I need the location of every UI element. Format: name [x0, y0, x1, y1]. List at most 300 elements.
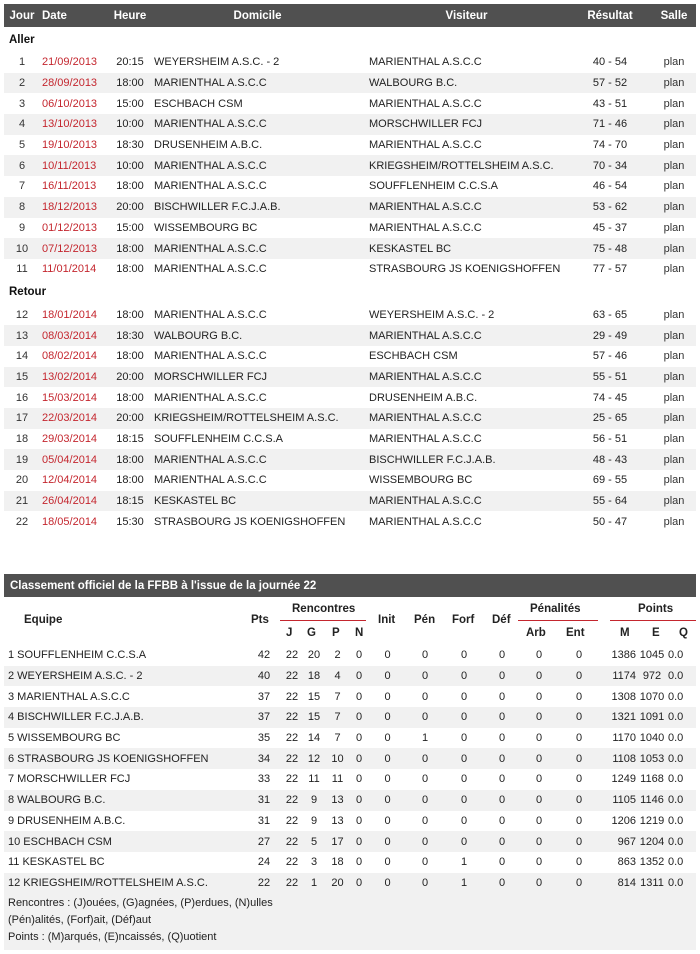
- schedule-header-row: [4, 4, 696, 27]
- ranking-pts: 35: [257, 732, 271, 745]
- match-domicile: BISCHWILLER F.C.J.A.B.: [154, 201, 281, 214]
- ranking-row: [4, 748, 696, 769]
- match-jour: 10: [15, 242, 29, 255]
- match-salle-link[interactable]: plan: [663, 77, 685, 90]
- ranking-def: 0: [498, 690, 506, 703]
- header-arb: Arb: [526, 627, 546, 639]
- ranking-arb: 0: [535, 670, 543, 683]
- match-salle-link[interactable]: plan: [663, 56, 685, 69]
- ranking-def: 0: [498, 794, 506, 807]
- match-visiteur: WISSEMBOURG BC: [369, 474, 473, 487]
- match-heure: 18:15: [116, 495, 144, 508]
- match-row: [4, 218, 696, 239]
- ranking-init: 0: [384, 876, 391, 889]
- ranking-def: 0: [498, 752, 506, 765]
- match-salle-link[interactable]: plan: [663, 370, 685, 383]
- match-row: [4, 387, 696, 408]
- ranking-pen: 0: [421, 856, 429, 869]
- match-row: [4, 155, 696, 176]
- ranking-j: 22: [285, 835, 299, 848]
- match-jour: 21: [15, 495, 29, 508]
- ranking-n: 0: [355, 752, 363, 765]
- ranking-row: [4, 769, 696, 790]
- match-domicile: SOUFFLENHEIM C.C.S.A: [154, 433, 283, 446]
- ranking-m: 1249: [611, 773, 636, 786]
- ranking-j: 22: [285, 711, 299, 724]
- match-domicile: ESCHBACH CSM: [154, 97, 243, 110]
- match-visiteur: MARIENTHAL A.S.C.C: [369, 370, 482, 383]
- match-heure: 20:00: [116, 370, 144, 383]
- match-heure: 18:30: [116, 329, 144, 342]
- ranking-p: 13: [331, 814, 344, 827]
- match-heure: 15:00: [116, 97, 144, 110]
- ranking-ent: 0: [575, 814, 583, 827]
- ranking-pen: 0: [421, 814, 429, 827]
- match-heure: 10:00: [116, 118, 144, 131]
- ranking-m: 863: [617, 856, 636, 869]
- ranking-ent: 0: [575, 711, 583, 724]
- match-visiteur: KESKASTEL BC: [369, 242, 452, 255]
- ranking-ent: 0: [575, 835, 583, 848]
- match-domicile: MARIENTHAL A.S.C.C: [154, 308, 267, 321]
- match-salle-link[interactable]: plan: [663, 159, 685, 172]
- match-resultat: 55 - 51: [592, 370, 628, 383]
- ranking-team: 7 MORSCHWILLER FCJ: [8, 773, 131, 786]
- ranking-def: 0: [498, 670, 506, 683]
- ranking-n: 0: [355, 649, 363, 662]
- ranking-init: 0: [384, 649, 391, 662]
- legend-line: (Pén)alités, (Forf)ait, (Déf)aut: [8, 914, 152, 927]
- ranking-g: 15: [307, 711, 321, 724]
- match-resultat: 40 - 54: [592, 56, 628, 69]
- header-heure: Heure: [113, 9, 147, 22]
- ranking-ent: 0: [575, 649, 583, 662]
- match-resultat: 69 - 55: [592, 474, 628, 487]
- match-salle-link[interactable]: plan: [663, 474, 685, 487]
- ranking-forf: 0: [460, 814, 468, 827]
- match-resultat: 75 - 48: [592, 242, 628, 255]
- ranking-ent: 0: [575, 670, 583, 683]
- ranking-n: 0: [355, 876, 363, 889]
- match-visiteur: BISCHWILLER F.C.J.A.B.: [369, 453, 496, 466]
- match-domicile: DRUSENHEIM A.B.C.: [154, 139, 263, 152]
- match-visiteur: MARIENTHAL A.S.C.C: [369, 139, 482, 152]
- match-row: [4, 197, 696, 218]
- match-domicile: MARIENTHAL A.S.C.C: [154, 180, 267, 193]
- match-visiteur: SOUFFLENHEIM C.C.S.A: [369, 180, 498, 193]
- header-resultat: Résultat: [587, 9, 633, 22]
- match-visiteur: MARIENTHAL A.S.C.C: [369, 515, 482, 528]
- match-domicile: KRIEGSHEIM/ROTTELSHEIM A.S.C.: [154, 412, 339, 425]
- match-heure: 18:00: [116, 77, 144, 90]
- match-date: 05/04/2014: [42, 453, 98, 466]
- match-visiteur: DRUSENHEIM A.B.C.: [369, 391, 478, 404]
- ranking-team: 11 KESKASTEL BC: [8, 856, 105, 869]
- ranking-e: 1168: [640, 773, 664, 786]
- match-resultat: 50 - 47: [592, 515, 628, 528]
- match-heure: 18:00: [116, 350, 144, 363]
- match-date: 18/12/2013: [42, 201, 98, 214]
- ranking-arb: 0: [535, 649, 543, 662]
- ranking-e: 1053: [639, 752, 665, 765]
- ranking-ent: 0: [575, 856, 583, 869]
- header-equipe: Equipe: [24, 614, 63, 626]
- match-date: 16/11/2013: [42, 180, 97, 193]
- ranking-pts: 34: [257, 752, 271, 765]
- match-date: 29/03/2014: [42, 433, 98, 446]
- match-row: [4, 511, 696, 532]
- ranking-arb: 0: [535, 876, 543, 889]
- ranking-pen: 0: [421, 835, 429, 848]
- ranking-e: 1311: [640, 876, 664, 889]
- ranking-pts: 22: [257, 876, 271, 889]
- match-salle-link[interactable]: plan: [663, 97, 685, 110]
- match-date: 08/03/2014: [42, 329, 98, 342]
- match-jour: 15: [15, 370, 29, 383]
- match-jour: 19: [15, 453, 29, 466]
- match-visiteur: WEYERSHEIM A.S.C. - 2: [369, 308, 495, 321]
- match-date: 28/09/2013: [42, 77, 98, 90]
- ranking-pen: 0: [421, 876, 429, 889]
- ranking-pen: 0: [421, 711, 429, 724]
- match-jour: 9: [18, 221, 26, 234]
- ranking-e: 1146: [640, 794, 664, 807]
- match-salle-link[interactable]: plan: [663, 329, 685, 342]
- ranking-g: 20: [307, 649, 321, 662]
- header-e: E: [652, 627, 660, 639]
- match-salle-link[interactable]: plan: [663, 391, 685, 404]
- ranking-forf: 0: [460, 690, 468, 703]
- ranking-arb: 0: [535, 732, 543, 745]
- ranking-row: [4, 728, 696, 749]
- header-jour: Jour: [9, 9, 35, 22]
- ranking-init: 0: [384, 711, 391, 724]
- match-row: [4, 449, 696, 470]
- ranking-e: 1045: [639, 649, 665, 662]
- ranking-init: 0: [384, 732, 391, 745]
- ranking-team: 4 BISCHWILLER F.C.J.A.B.: [8, 711, 144, 724]
- match-heure: 18:00: [116, 180, 144, 193]
- header-j: J: [286, 627, 293, 639]
- ranking-team: 6 STRASBOURG JS KOENIGSHOFFEN: [8, 752, 209, 765]
- match-salle-link[interactable]: plan: [663, 263, 685, 276]
- ranking-pts: 40: [257, 670, 271, 683]
- ranking-def: 0: [498, 649, 506, 662]
- match-visiteur: MARIENTHAL A.S.C.C: [369, 201, 482, 214]
- match-heure: 15:30: [116, 515, 144, 528]
- match-visiteur: STRASBOURG JS KOENIGSHOFFEN: [369, 263, 561, 276]
- ranking-init: 0: [384, 794, 391, 807]
- match-salle-link[interactable]: plan: [663, 118, 685, 131]
- ranking-row: [4, 666, 696, 687]
- match-salle-link[interactable]: plan: [663, 495, 685, 508]
- match-domicile: MARIENTHAL A.S.C.C: [154, 77, 267, 90]
- ranking-ent: 0: [575, 752, 583, 765]
- ranking-g: 1: [310, 876, 318, 889]
- ranking-team: 12 KRIEGSHEIM/ROTTELSHEIM A.S.C.: [8, 876, 208, 889]
- match-salle-link[interactable]: plan: [663, 242, 685, 255]
- match-date: 21/09/2013: [42, 56, 98, 69]
- ranking-init: 0: [384, 690, 391, 703]
- ranking-ent: 0: [575, 690, 583, 703]
- ranking-pen: 0: [421, 649, 429, 662]
- ranking-pen: 0: [421, 690, 429, 703]
- ranking-m: 1321: [611, 711, 636, 724]
- match-heure: 18:00: [116, 453, 144, 466]
- match-date: 06/10/2013: [42, 97, 98, 110]
- match-salle-link[interactable]: plan: [663, 515, 685, 528]
- match-heure: 18:00: [116, 263, 144, 276]
- ranking-q: 0.0: [668, 670, 684, 683]
- header-p: P: [332, 627, 340, 639]
- match-jour: 18: [15, 433, 29, 446]
- match-date: 13/10/2013: [42, 118, 98, 131]
- match-date: 15/03/2014: [42, 391, 98, 404]
- match-salle-link[interactable]: plan: [663, 201, 685, 214]
- header-pts: Pts: [251, 614, 269, 626]
- match-domicile: MARIENTHAL A.S.C.C: [154, 350, 267, 363]
- match-resultat: 55 - 64: [592, 495, 628, 508]
- ranking-m: 1170: [612, 732, 636, 745]
- match-row: [4, 325, 696, 346]
- ranking-q: 0.0: [668, 835, 684, 848]
- ranking-forf: 0: [460, 773, 468, 786]
- match-jour: 8: [18, 201, 26, 214]
- match-resultat: 56 - 51: [592, 433, 628, 446]
- ranking-init: 0: [384, 752, 391, 765]
- ranking-row: [4, 707, 696, 728]
- match-resultat: 45 - 37: [592, 221, 628, 234]
- match-domicile: MORSCHWILLER FCJ: [154, 370, 268, 383]
- match-domicile: MARIENTHAL A.S.C.C: [154, 263, 267, 276]
- ranking-p: 10: [331, 752, 344, 765]
- ranking-forf: 1: [460, 856, 468, 869]
- ranking-p: 17: [331, 835, 344, 848]
- match-row: [4, 52, 696, 73]
- match-row: [4, 491, 696, 512]
- ranking-n: 0: [355, 732, 363, 745]
- ranking-n: 0: [355, 690, 363, 703]
- points-rule: [610, 620, 696, 621]
- match-jour: 11: [16, 263, 28, 276]
- ranking-q: 0.0: [668, 711, 684, 724]
- match-salle-link[interactable]: plan: [663, 139, 685, 152]
- match-heure: 18:00: [116, 474, 144, 487]
- header-domicile: Domicile: [233, 9, 282, 22]
- ranking-init: 0: [384, 835, 391, 848]
- match-domicile: WEYERSHEIM A.S.C. - 2: [154, 56, 280, 69]
- ranking-team: 1 SOUFFLENHEIM C.C.S.A: [8, 649, 147, 662]
- ranking-q: 0.0: [668, 690, 684, 703]
- ranking-pen: 0: [421, 752, 429, 765]
- ranking-team: 10 ESCHBACH CSM: [8, 835, 112, 848]
- match-resultat: 77 - 57: [592, 263, 628, 276]
- ranking-legend: [4, 893, 696, 950]
- match-jour: 7: [18, 180, 26, 193]
- section-title-retour: Retour: [9, 286, 47, 299]
- ranking-def: 0: [498, 773, 506, 786]
- ranking-def: 0: [498, 856, 506, 869]
- header-def: Déf: [492, 614, 511, 626]
- match-row: [4, 346, 696, 367]
- match-jour: 22: [15, 515, 29, 528]
- ranking-arb: 0: [535, 773, 543, 786]
- ranking-row: [4, 852, 696, 873]
- ranking-q: 0.0: [668, 732, 684, 745]
- match-jour: 16: [15, 391, 29, 404]
- match-salle-link[interactable]: plan: [663, 350, 685, 363]
- match-resultat: 57 - 46: [592, 350, 628, 363]
- match-resultat: 71 - 46: [592, 118, 628, 131]
- ranking-forf: 0: [460, 670, 468, 683]
- match-date: 22/03/2014: [42, 412, 98, 425]
- ranking-e: 1070: [639, 690, 665, 703]
- ranking-arb: 0: [535, 835, 543, 848]
- ranking-j: 22: [285, 773, 299, 786]
- ranking-arb: 0: [535, 856, 543, 869]
- ranking-pts: 37: [257, 690, 271, 703]
- match-visiteur: MARIENTHAL A.S.C.C: [369, 433, 482, 446]
- schedule-table: [4, 4, 696, 532]
- ranking-row: [4, 790, 696, 811]
- ranking-def: 0: [498, 732, 506, 745]
- ranking-team: 5 WISSEMBOURG BC: [8, 732, 121, 745]
- ranking-ent: 0: [575, 773, 583, 786]
- match-resultat: 70 - 34: [592, 159, 628, 172]
- penalites-rule: [518, 620, 598, 621]
- ranking-team: 8 WALBOURG B.C.: [8, 794, 106, 807]
- ranking-row: [4, 831, 696, 852]
- ranking-def: 0: [498, 711, 506, 724]
- match-salle-link[interactable]: plan: [663, 412, 685, 425]
- ranking-pen: 0: [421, 794, 429, 807]
- match-jour: 12: [15, 308, 29, 321]
- ranking-pts: 37: [257, 711, 271, 724]
- ranking-p: 7: [334, 732, 341, 745]
- ranking-forf: 0: [460, 752, 468, 765]
- match-domicile: MARIENTHAL A.S.C.C: [154, 242, 267, 255]
- match-resultat: 29 - 49: [592, 329, 628, 342]
- match-resultat: 53 - 62: [592, 201, 628, 214]
- ranking-team: 3 MARIENTHAL A.S.C.C: [8, 690, 130, 703]
- match-row: [4, 367, 696, 388]
- match-row: [4, 429, 696, 450]
- ranking-p: 2: [334, 649, 341, 662]
- match-jour: 1: [18, 56, 26, 69]
- match-salle-link[interactable]: plan: [663, 308, 685, 321]
- match-domicile: MARIENTHAL A.S.C.C: [154, 453, 267, 466]
- match-date: 01/12/2013: [42, 221, 98, 234]
- header-visiteur: Visiteur: [445, 9, 488, 22]
- ranking-m: 1105: [612, 794, 636, 807]
- ranking-pen: 0: [421, 773, 429, 786]
- ranking-forf: 0: [460, 794, 468, 807]
- ranking-m: 1206: [611, 814, 636, 827]
- match-resultat: 43 - 51: [592, 97, 628, 110]
- header-m: M: [620, 627, 630, 639]
- header-salle: Salle: [660, 9, 688, 22]
- match-domicile: STRASBOURG JS KOENIGSHOFFEN: [154, 515, 346, 528]
- ranking-table: [4, 574, 696, 950]
- ranking-j: 22: [285, 814, 299, 827]
- ranking-j: 22: [285, 752, 299, 765]
- ranking-j: 22: [285, 670, 299, 683]
- match-heure: 20:00: [116, 412, 144, 425]
- ranking-arb: 0: [535, 690, 543, 703]
- ranking-p: 11: [331, 773, 344, 786]
- header-init: Init: [378, 614, 396, 626]
- match-jour: 14: [15, 350, 29, 363]
- header-pen: Pén: [414, 614, 436, 626]
- ranking-j: 22: [285, 649, 299, 662]
- match-resultat: 57 - 52: [592, 77, 628, 90]
- match-domicile: WALBOURG B.C.: [154, 329, 243, 342]
- match-row: [4, 135, 696, 156]
- ranking-arb: 0: [535, 711, 543, 724]
- match-row: [4, 305, 696, 326]
- ranking-p: 20: [331, 876, 344, 889]
- match-salle-link[interactable]: plan: [663, 180, 685, 193]
- header-penalites: Pénalités: [530, 603, 581, 615]
- ranking-row: [4, 645, 696, 666]
- ranking-pen: 0: [421, 670, 429, 683]
- ranking-title: Classement officiel de la FFBB à l'issue de la journée 22: [4, 574, 696, 597]
- retour-rows: [4, 305, 696, 533]
- header-ent: Ent: [566, 627, 585, 639]
- ranking-n: 0: [355, 711, 363, 724]
- ranking-q: 0.0: [668, 876, 684, 889]
- ranking-j: 22: [285, 876, 299, 889]
- ranking-g: 12: [307, 752, 321, 765]
- ranking-g: 9: [310, 794, 318, 807]
- match-heure: 18:30: [116, 139, 144, 152]
- match-heure: 20:00: [116, 201, 144, 214]
- match-visiteur: ESCHBACH CSM: [369, 350, 458, 363]
- ranking-j: 22: [285, 794, 299, 807]
- match-resultat: 74 - 70: [592, 139, 628, 152]
- ranking-ent: 0: [575, 732, 583, 745]
- match-salle-link[interactable]: plan: [663, 433, 685, 446]
- header-points: Points: [638, 603, 674, 615]
- match-visiteur: MORSCHWILLER FCJ: [369, 118, 483, 131]
- ranking-pts: 42: [257, 649, 271, 662]
- ranking-arb: 0: [535, 794, 543, 807]
- match-heure: 15:00: [116, 221, 144, 234]
- ranking-g: 3: [310, 856, 318, 869]
- match-domicile: MARIENTHAL A.S.C.C: [154, 159, 267, 172]
- ranking-arb: 0: [535, 814, 543, 827]
- match-date: 10/11/2013: [42, 159, 97, 172]
- ranking-n: 0: [355, 773, 363, 786]
- match-date: 19/10/2013: [42, 139, 98, 152]
- match-row: [4, 176, 696, 197]
- match-visiteur: MARIENTHAL A.S.C.C: [369, 56, 482, 69]
- aller-rows: [4, 52, 696, 280]
- match-salle-link[interactable]: plan: [663, 221, 685, 234]
- ranking-q: 0.0: [668, 773, 684, 786]
- match-row: [4, 408, 696, 429]
- match-date: 26/04/2014: [42, 495, 98, 508]
- match-salle-link[interactable]: plan: [663, 453, 685, 466]
- match-domicile: WISSEMBOURG BC: [154, 221, 258, 234]
- match-date: 08/02/2014: [42, 350, 98, 363]
- ranking-header: [4, 597, 696, 645]
- legend-line: Points : (M)arqués, (E)ncaissés, (Q)uotient: [8, 931, 217, 944]
- ranking-g: 9: [310, 814, 318, 827]
- ranking-def: 0: [498, 814, 506, 827]
- ranking-forf: 1: [460, 876, 468, 889]
- section-title-aller: Aller: [9, 33, 35, 46]
